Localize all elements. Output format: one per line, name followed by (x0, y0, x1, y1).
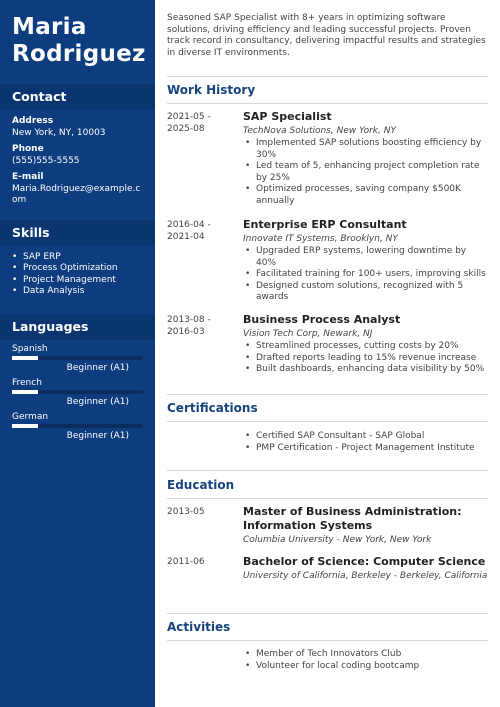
address-label: Address (12, 116, 54, 126)
skill-item: • Project Management (12, 275, 143, 287)
job-entry (167, 313, 488, 376)
divider (167, 470, 488, 471)
education-degree: Bachelor of Science: Computer Science (243, 555, 486, 568)
contact-heading: Contact (0, 84, 155, 110)
education-date: 2013-05 (167, 507, 205, 517)
skill-item: • Process Optimization (12, 263, 143, 275)
main-column (155, 0, 500, 707)
certification-item: • Certified SAP Consultant - SAP Global (243, 431, 488, 443)
language-item (0, 374, 155, 408)
language-item (0, 408, 155, 442)
job-bullet: • Facilitated training for 100+ users, improving skills (243, 269, 488, 281)
divider (167, 394, 488, 395)
job-date: 2021-05 - 2025-08 (167, 112, 211, 134)
divider (167, 421, 488, 422)
skills-list (0, 246, 155, 298)
activity-item: • Member of Tech Innovators Club (243, 649, 488, 661)
contact-block (0, 110, 155, 207)
divider (167, 640, 488, 641)
divider (167, 613, 488, 614)
job-company: Vision Tech Corp, Newark, NJ (243, 329, 373, 339)
language-level: Beginner (A1) (66, 430, 129, 441)
language-level: Beginner (A1) (66, 396, 129, 407)
divider (167, 498, 488, 499)
job-bullet: • Designed custom solutions, recognized with 5 awards (243, 281, 488, 304)
certifications-list (243, 431, 488, 454)
job-entry (167, 218, 488, 304)
education-entry (167, 555, 488, 582)
activities-heading: Activities (167, 620, 231, 634)
job-company: TechNova Solutions, New York, NY (243, 126, 396, 136)
job-date: 2013-08 - 2016-03 (167, 315, 211, 337)
activity-item: • Volunteer for local coding bootcamp (243, 661, 488, 673)
proficiency-fill (12, 424, 38, 428)
skill-item: • Data Analysis (12, 286, 143, 298)
job-bullet: • Optimized processes, saving company $500K annually (243, 184, 488, 207)
activities-list (243, 649, 488, 672)
education-heading: Education (167, 478, 235, 492)
job-date: 2016-04 - 2021-04 (167, 220, 211, 242)
job-bullet: • Streamlined processes, cutting costs by 20% (243, 341, 488, 353)
job-bullets (243, 246, 488, 304)
language-item (0, 340, 155, 374)
education-degree: Master of Business Administration: Information Systems (243, 505, 462, 532)
language-name: German (12, 411, 49, 422)
summary-text: Seasoned SAP Specialist with 8+ years in optimizing software solutions, driving efficiency and leading successful projects. Proven track record in consultancy, delivering impactful results and strategies in diverse IT environments. (167, 13, 486, 58)
candidate-name: Maria Rodriguez (12, 14, 146, 67)
education-entry (167, 505, 488, 546)
education-school: Columbia University - New York, New York (243, 535, 432, 545)
certification-item: • PMP Certification - Project Management Institute (243, 443, 488, 455)
certifications-heading: Certifications (167, 401, 258, 415)
job-title: Business Process Analyst (243, 313, 401, 326)
language-level: Beginner (A1) (66, 362, 129, 373)
job-bullet: • Drafted reports leading to 15% revenue increase (243, 353, 488, 365)
language-name: French (12, 377, 42, 388)
sidebar (0, 0, 155, 707)
education-date: 2011-06 (167, 557, 205, 567)
email-value: Maria.Rodriguez@example.com (12, 183, 141, 205)
job-company: Innovate IT Systems, Brooklyn, NY (243, 234, 398, 244)
proficiency-bar (12, 356, 143, 360)
languages-heading: Languages (0, 314, 155, 340)
job-entry (167, 110, 488, 207)
language-name: Spanish (12, 343, 48, 354)
job-bullets (243, 341, 488, 376)
skills-heading: Skills (0, 220, 155, 246)
proficiency-bar (12, 424, 143, 428)
skill-item: • SAP ERP (12, 252, 143, 264)
phone-value: (555)555-5555 (12, 155, 80, 166)
work-history-heading: Work History (167, 83, 256, 97)
phone-label: Phone (12, 144, 44, 154)
job-title: SAP Specialist (243, 110, 332, 123)
divider (167, 76, 488, 77)
job-bullet: • Led team of 5, enhancing project completion rate by 25% (243, 161, 488, 184)
proficiency-fill (12, 390, 38, 394)
job-bullet: • Implemented SAP solutions boosting efficiency by 30% (243, 138, 488, 161)
divider (167, 103, 488, 104)
email-label: E-mail (12, 172, 44, 182)
address-value: New York, NY, 10003 (12, 127, 106, 138)
job-bullets (243, 138, 488, 207)
proficiency-fill (12, 356, 38, 360)
job-title: Enterprise ERP Consultant (243, 218, 407, 231)
proficiency-bar (12, 390, 143, 394)
education-school: University of California, Berkeley - Berkeley, California (243, 571, 488, 581)
job-bullet: • Built dashboards, enhancing data visibility by 50% (243, 364, 488, 376)
job-bullet: • Upgraded ERP systems, lowering downtime by 40% (243, 246, 488, 269)
